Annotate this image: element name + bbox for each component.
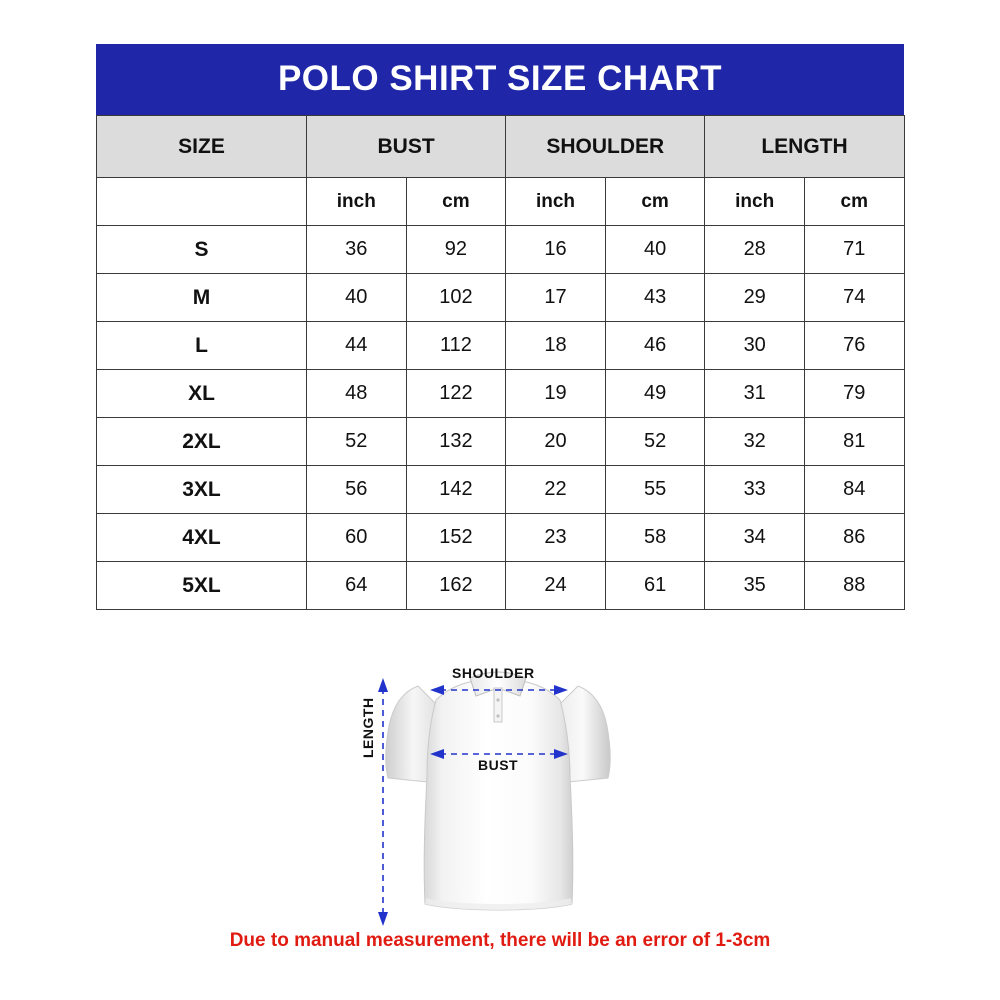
shoulder-label: SHOULDER xyxy=(452,665,535,681)
shirt-graphic xyxy=(386,672,610,910)
cell-shoulder-inch: 23 xyxy=(506,514,606,562)
table-header-row xyxy=(97,116,905,178)
cell-size: L xyxy=(97,322,307,370)
cell-bust-cm: 152 xyxy=(406,514,506,562)
measurement-note: Due to manual measurement, there will be an error of 1-3cm xyxy=(229,930,771,951)
unit-bust-cm: cm xyxy=(406,178,506,226)
cell-bust-inch: 52 xyxy=(307,418,407,466)
unit-row xyxy=(97,178,905,226)
cell-shoulder-cm: 52 xyxy=(605,418,705,466)
cell-length-cm: 81 xyxy=(804,418,904,466)
cell-length-cm: 88 xyxy=(804,562,904,610)
cell-bust-cm: 122 xyxy=(406,370,506,418)
cell-size: 4XL xyxy=(97,514,307,562)
bust-label: BUST xyxy=(478,757,519,773)
cell-bust-inch: 60 xyxy=(307,514,407,562)
unit-shoulder-cm: cm xyxy=(605,178,705,226)
cell-shoulder-cm: 43 xyxy=(605,274,705,322)
cell-length-cm: 84 xyxy=(804,466,904,514)
table-row xyxy=(97,370,905,418)
header-length: LENGTH xyxy=(705,116,904,178)
cell-length-cm: 86 xyxy=(804,514,904,562)
page-title: POLO SHIRT SIZE CHART xyxy=(96,44,904,115)
cell-bust-cm: 102 xyxy=(406,274,506,322)
cell-shoulder-inch: 20 xyxy=(506,418,606,466)
cell-size: M xyxy=(97,274,307,322)
header-bust: BUST xyxy=(307,116,506,178)
table-row xyxy=(97,226,905,274)
cell-length-inch: 30 xyxy=(705,322,805,370)
cell-bust-cm: 92 xyxy=(406,226,506,274)
cell-shoulder-cm: 55 xyxy=(605,466,705,514)
cell-shoulder-cm: 58 xyxy=(605,514,705,562)
table-row xyxy=(97,418,905,466)
cell-shoulder-inch: 19 xyxy=(506,370,606,418)
cell-bust-inch: 48 xyxy=(307,370,407,418)
cell-size: XL xyxy=(97,370,307,418)
cell-bust-inch: 40 xyxy=(307,274,407,322)
cell-length-inch: 35 xyxy=(705,562,805,610)
cell-length-inch: 29 xyxy=(705,274,805,322)
cell-length-cm: 74 xyxy=(804,274,904,322)
cell-shoulder-inch: 16 xyxy=(506,226,606,274)
cell-size: 5XL xyxy=(97,562,307,610)
unit-length-cm: cm xyxy=(804,178,904,226)
table-row xyxy=(97,274,905,322)
cell-size: 2XL xyxy=(97,418,307,466)
cell-bust-cm: 142 xyxy=(406,466,506,514)
cell-shoulder-inch: 24 xyxy=(506,562,606,610)
cell-length-cm: 76 xyxy=(804,322,904,370)
cell-bust-cm: 112 xyxy=(406,322,506,370)
cell-size: 3XL xyxy=(97,466,307,514)
cell-length-cm: 71 xyxy=(804,226,904,274)
table-row xyxy=(97,514,905,562)
cell-length-cm: 79 xyxy=(804,370,904,418)
cell-shoulder-inch: 17 xyxy=(506,274,606,322)
table-row xyxy=(97,322,905,370)
unit-blank xyxy=(97,178,307,226)
size-chart-table xyxy=(96,115,905,610)
length-label: LENGTH xyxy=(360,697,376,758)
cell-shoulder-cm: 61 xyxy=(605,562,705,610)
cell-shoulder-cm: 46 xyxy=(605,322,705,370)
cell-length-inch: 28 xyxy=(705,226,805,274)
cell-size: S xyxy=(97,226,307,274)
unit-shoulder-inch: inch xyxy=(506,178,606,226)
cell-length-inch: 31 xyxy=(705,370,805,418)
cell-bust-inch: 36 xyxy=(307,226,407,274)
cell-shoulder-cm: 49 xyxy=(605,370,705,418)
table-row xyxy=(97,466,905,514)
header-shoulder: SHOULDER xyxy=(506,116,705,178)
cell-bust-cm: 162 xyxy=(406,562,506,610)
unit-length-inch: inch xyxy=(705,178,805,226)
cell-bust-cm: 132 xyxy=(406,418,506,466)
cell-shoulder-cm: 40 xyxy=(605,226,705,274)
cell-length-inch: 33 xyxy=(705,466,805,514)
length-measure-arrow xyxy=(378,678,388,926)
cell-shoulder-inch: 18 xyxy=(506,322,606,370)
table-row xyxy=(97,562,905,610)
cell-length-inch: 32 xyxy=(705,418,805,466)
cell-bust-inch: 64 xyxy=(307,562,407,610)
size-chart-block xyxy=(96,44,904,610)
unit-bust-inch: inch xyxy=(307,178,407,226)
cell-length-inch: 34 xyxy=(705,514,805,562)
header-size: SIZE xyxy=(97,116,307,178)
cell-shoulder-inch: 22 xyxy=(506,466,606,514)
cell-bust-inch: 56 xyxy=(307,466,407,514)
cell-bust-inch: 44 xyxy=(307,322,407,370)
